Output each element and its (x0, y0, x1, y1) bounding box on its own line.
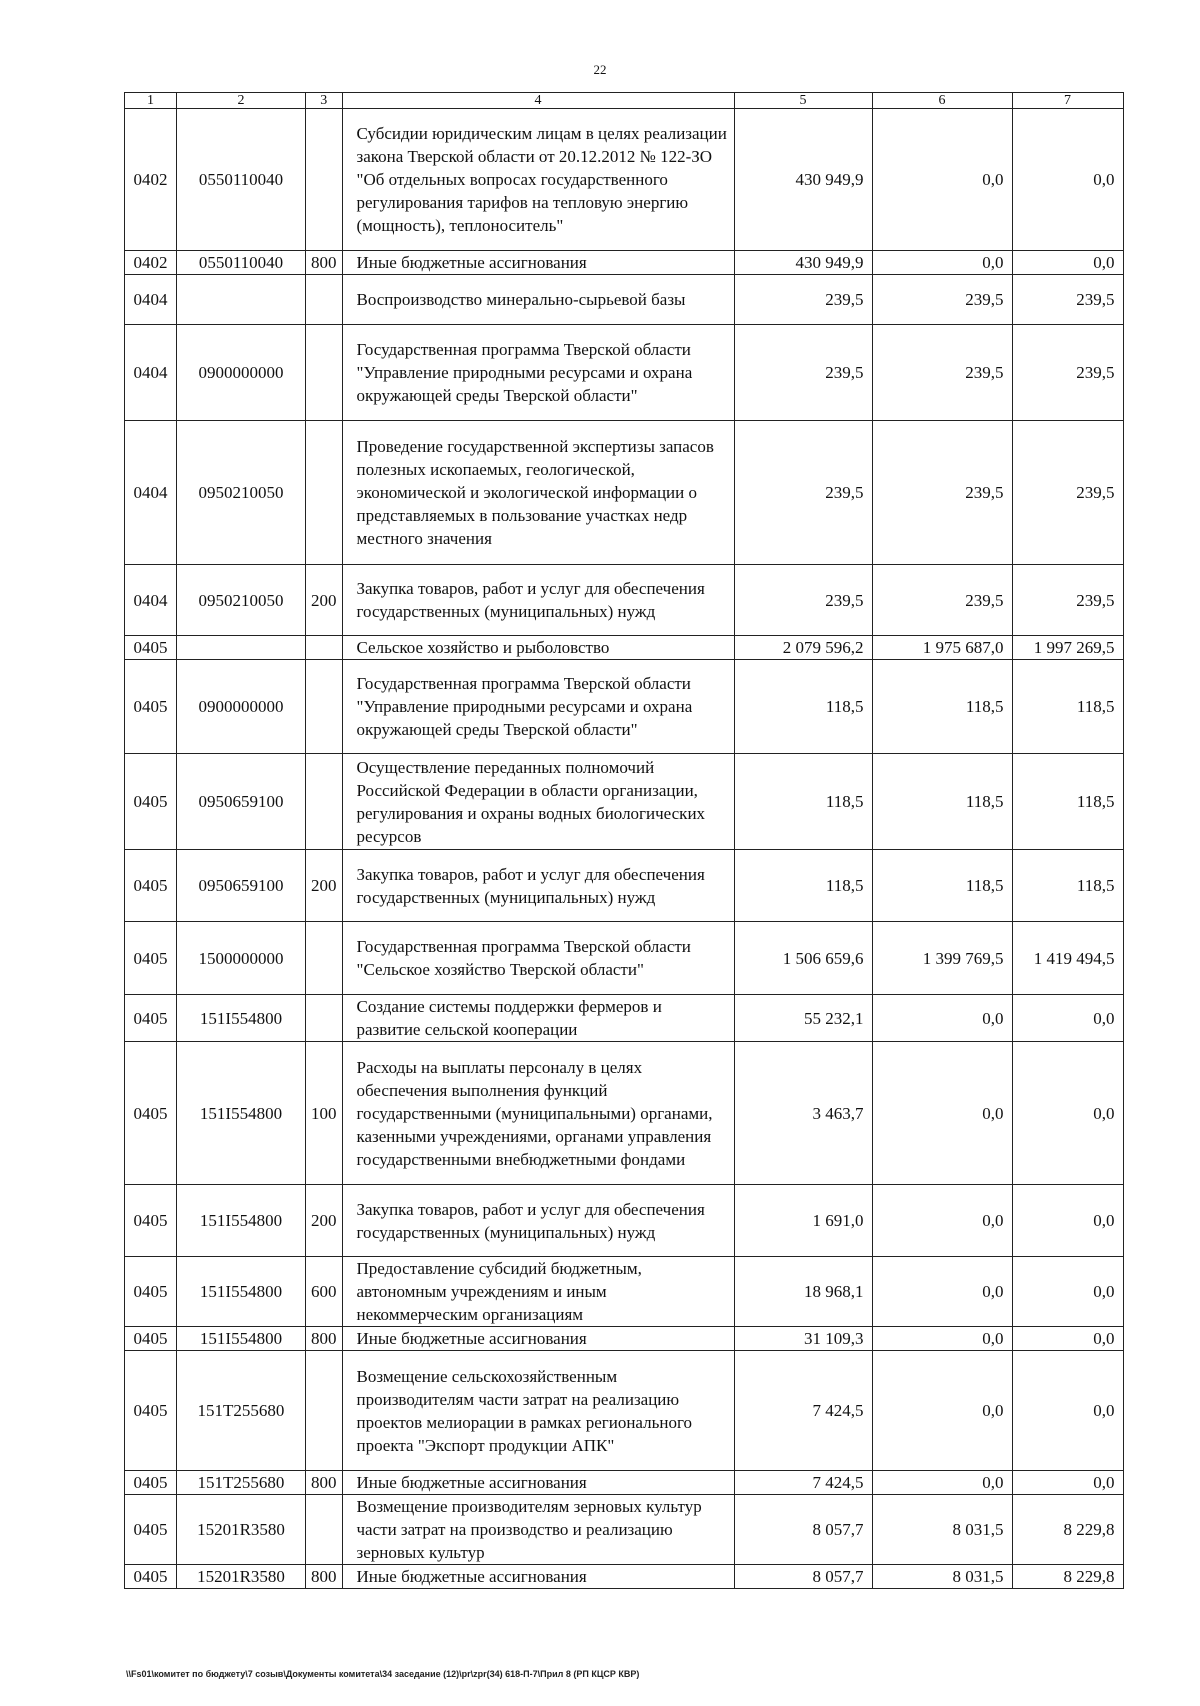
amount-col6: 1 399 769,5 (872, 922, 1012, 995)
amount-col6: 8 031,5 (872, 1495, 1012, 1565)
amount-col7: 8 229,8 (1012, 1565, 1123, 1589)
item-name: Предоставление субсидий бюджетным, автономным учреждениям и иным некоммерческим организациям (342, 1257, 734, 1327)
amount-col6: 0,0 (872, 251, 1012, 275)
table-row (125, 275, 1124, 325)
expense-type-code (306, 660, 343, 754)
table-row (125, 995, 1124, 1042)
table-row (125, 660, 1124, 754)
col-header: 7 (1012, 93, 1123, 109)
amount-col7: 118,5 (1012, 850, 1123, 922)
section-code: 0405 (125, 660, 177, 754)
table-row (125, 109, 1124, 251)
table-row (125, 565, 1124, 636)
section-code: 0405 (125, 1565, 177, 1589)
amount-col7: 1 997 269,5 (1012, 636, 1123, 660)
target-article-code: 151I554800 (177, 1257, 306, 1327)
target-article-code: 151T255680 (177, 1351, 306, 1471)
amount-col5: 239,5 (734, 325, 872, 421)
section-code: 0405 (125, 1327, 177, 1351)
col-header: 2 (177, 93, 306, 109)
expense-type-code (306, 1351, 343, 1471)
expense-type-code (306, 109, 343, 251)
section-code: 0405 (125, 995, 177, 1042)
amount-col5: 18 968,1 (734, 1257, 872, 1327)
header-row (125, 93, 1124, 109)
item-name: Закупка товаров, работ и услуг для обеспечения государственных (муниципальных) нужд (342, 850, 734, 922)
amount-col7: 8 229,8 (1012, 1495, 1123, 1565)
item-name: Расходы на выплаты персоналу в целях обеспечения выполнения функций государственными (муниципальными) органами, казенными учреждениями, органами управления государственными внебюджетными фондами (342, 1042, 734, 1185)
item-name: Возмещение сельскохозяйственным производителям части затрат на реализацию проектов мелиорации в рамках регионального проекта "Экспорт продукции АПК" (342, 1351, 734, 1471)
amount-col7: 0,0 (1012, 1042, 1123, 1185)
amount-col5: 8 057,7 (734, 1495, 872, 1565)
target-article-code: 0950210050 (177, 421, 306, 565)
amount-col6: 239,5 (872, 421, 1012, 565)
item-name: Проведение государственной экспертизы запасов полезных ископаемых, геологической, экономической и экологической информации о представляемых в пользование участках недр местного значения (342, 421, 734, 565)
amount-col6: 239,5 (872, 565, 1012, 636)
section-code: 0405 (125, 1471, 177, 1495)
target-article-code: 0950659100 (177, 850, 306, 922)
amount-col7: 0,0 (1012, 1351, 1123, 1471)
section-code: 0405 (125, 850, 177, 922)
target-article-code: 0550110040 (177, 251, 306, 275)
table-row (125, 1471, 1124, 1495)
amount-col6: 239,5 (872, 275, 1012, 325)
section-code: 0405 (125, 754, 177, 850)
table-row (125, 1565, 1124, 1589)
amount-col5: 3 463,7 (734, 1042, 872, 1185)
target-article-code: 0900000000 (177, 325, 306, 421)
expense-type-code: 600 (306, 1257, 343, 1327)
section-code: 0405 (125, 922, 177, 995)
amount-col6: 1 975 687,0 (872, 636, 1012, 660)
amount-col5: 8 057,7 (734, 1565, 872, 1589)
col-header: 3 (306, 93, 343, 109)
target-article-code (177, 275, 306, 325)
amount-col6: 0,0 (872, 1042, 1012, 1185)
target-article-code: 1500000000 (177, 922, 306, 995)
amount-col7: 239,5 (1012, 325, 1123, 421)
section-code: 0404 (125, 565, 177, 636)
expense-type-code (306, 922, 343, 995)
expense-type-code: 800 (306, 1565, 343, 1589)
amount-col5: 430 949,9 (734, 109, 872, 251)
amount-col6: 0,0 (872, 109, 1012, 251)
expense-type-code (306, 754, 343, 850)
amount-col5: 118,5 (734, 660, 872, 754)
target-article-code: 0550110040 (177, 109, 306, 251)
amount-col7: 1 419 494,5 (1012, 922, 1123, 995)
table-row (125, 1327, 1124, 1351)
table-row (125, 850, 1124, 922)
expense-type-code: 800 (306, 251, 343, 275)
table-row (125, 1185, 1124, 1257)
amount-col5: 55 232,1 (734, 995, 872, 1042)
amount-col5: 118,5 (734, 850, 872, 922)
item-name: Государственная программа Тверской области "Управление природными ресурсами и охрана окружающей среды Тверской области" (342, 660, 734, 754)
amount-col5: 1 691,0 (734, 1185, 872, 1257)
amount-col6: 118,5 (872, 754, 1012, 850)
expense-type-code (306, 1495, 343, 1565)
amount-col6: 0,0 (872, 995, 1012, 1042)
expense-type-code (306, 636, 343, 660)
amount-col7: 118,5 (1012, 754, 1123, 850)
item-name: Субсидии юридическим лицам в целях реализации закона Тверской области от 20.12.2012 № 122-ЗО "Об отдельных вопросах государственного регулирования тарифов на тепловую энергию (мощность), теплоноситель" (342, 109, 734, 251)
amount-col5: 2 079 596,2 (734, 636, 872, 660)
item-name: Государственная программа Тверской области "Сельское хозяйство Тверской области" (342, 922, 734, 995)
page-number: 22 (593, 62, 607, 77)
amount-col7: 0,0 (1012, 251, 1123, 275)
amount-col6: 0,0 (872, 1351, 1012, 1471)
expense-type-code: 200 (306, 565, 343, 636)
item-name: Сельское хозяйство и рыболовство (342, 636, 734, 660)
section-code: 0405 (125, 636, 177, 660)
target-article-code: 15201R3580 (177, 1495, 306, 1565)
amount-col7: 239,5 (1012, 275, 1123, 325)
section-code: 0405 (125, 1351, 177, 1471)
amount-col7: 239,5 (1012, 565, 1123, 636)
expense-type-code (306, 421, 343, 565)
amount-col5: 239,5 (734, 275, 872, 325)
expense-type-code: 800 (306, 1471, 343, 1495)
item-name: Иные бюджетные ассигнования (342, 251, 734, 275)
amount-col6: 0,0 (872, 1471, 1012, 1495)
table-row (125, 1042, 1124, 1185)
amount-col7: 0,0 (1012, 995, 1123, 1042)
target-article-code: 151I554800 (177, 1185, 306, 1257)
item-name: Государственная программа Тверской области "Управление природными ресурсами и охрана окружающей среды Тверской области" (342, 325, 734, 421)
item-name: Иные бюджетные ассигнования (342, 1565, 734, 1589)
table-row (125, 922, 1124, 995)
item-name: Закупка товаров, работ и услуг для обеспечения государственных (муниципальных) нужд (342, 565, 734, 636)
section-code: 0404 (125, 421, 177, 565)
item-name: Воспроизводство минерально-сырьевой базы (342, 275, 734, 325)
item-name: Иные бюджетные ассигнования (342, 1471, 734, 1495)
target-article-code: 0950659100 (177, 754, 306, 850)
amount-col7: 0,0 (1012, 1471, 1123, 1495)
amount-col7: 0,0 (1012, 109, 1123, 251)
amount-col6: 8 031,5 (872, 1565, 1012, 1589)
amount-col6: 0,0 (872, 1185, 1012, 1257)
table-row (125, 1495, 1124, 1565)
amount-col5: 1 506 659,6 (734, 922, 872, 995)
amount-col6: 118,5 (872, 850, 1012, 922)
table-row (125, 421, 1124, 565)
table-row (125, 636, 1124, 660)
expense-type-code: 200 (306, 850, 343, 922)
col-header: 5 (734, 93, 872, 109)
amount-col7: 239,5 (1012, 421, 1123, 565)
amount-col6: 118,5 (872, 660, 1012, 754)
amount-col5: 239,5 (734, 565, 872, 636)
section-code: 0404 (125, 275, 177, 325)
item-name: Иные бюджетные ассигнования (342, 1327, 734, 1351)
target-article-code: 0900000000 (177, 660, 306, 754)
item-name: Создание системы поддержки фермеров и развитие сельской кооперации (342, 995, 734, 1042)
item-name: Осуществление переданных полномочий Российской Федерации в области организации, регулирования и охраны водных биологических ресурсов (342, 754, 734, 850)
target-article-code: 151I554800 (177, 1042, 306, 1185)
section-code: 0402 (125, 109, 177, 251)
amount-col5: 239,5 (734, 421, 872, 565)
section-code: 0405 (125, 1495, 177, 1565)
table-row (125, 251, 1124, 275)
item-name: Возмещение производителям зерновых культур части затрат на производство и реализацию зерновых культур (342, 1495, 734, 1565)
expense-type-code (306, 995, 343, 1042)
section-code: 0402 (125, 251, 177, 275)
col-header: 6 (872, 93, 1012, 109)
target-article-code: 151I554800 (177, 995, 306, 1042)
amount-col5: 7 424,5 (734, 1471, 872, 1495)
amount-col5: 31 109,3 (734, 1327, 872, 1351)
amount-col6: 0,0 (872, 1257, 1012, 1327)
expense-type-code: 200 (306, 1185, 343, 1257)
amount-col6: 239,5 (872, 325, 1012, 421)
amount-col7: 118,5 (1012, 660, 1123, 754)
footer-file-path: \\Fs01\комитет по бюджету\7 созыв\Документы комитета\34 заседание (12)\pr\zpr(34) 618-П-7\Прил 8 (РП КЦСР КВР) (126, 1669, 640, 1679)
amount-col7: 0,0 (1012, 1185, 1123, 1257)
section-code: 0405 (125, 1185, 177, 1257)
col-header: 1 (125, 93, 177, 109)
section-code: 0404 (125, 325, 177, 421)
item-name: Закупка товаров, работ и услуг для обеспечения государственных (муниципальных) нужд (342, 1185, 734, 1257)
amount-col5: 7 424,5 (734, 1351, 872, 1471)
target-article-code: 151I554800 (177, 1327, 306, 1351)
amount-col5: 118,5 (734, 754, 872, 850)
amount-col6: 0,0 (872, 1327, 1012, 1351)
col-header: 4 (342, 93, 734, 109)
section-code: 0405 (125, 1257, 177, 1327)
expense-type-code: 800 (306, 1327, 343, 1351)
section-code: 0405 (125, 1042, 177, 1185)
target-article-code: 0950210050 (177, 565, 306, 636)
expense-type-code (306, 275, 343, 325)
amount-col7: 0,0 (1012, 1327, 1123, 1351)
table-row (125, 325, 1124, 421)
expense-type-code: 100 (306, 1042, 343, 1185)
amount-col5: 430 949,9 (734, 251, 872, 275)
target-article-code: 151T255680 (177, 1471, 306, 1495)
amount-col7: 0,0 (1012, 1257, 1123, 1327)
budget-table (124, 92, 1124, 1589)
target-article-code (177, 636, 306, 660)
target-article-code: 15201R3580 (177, 1565, 306, 1589)
table-row (125, 1257, 1124, 1327)
table-row (125, 754, 1124, 850)
table-row (125, 1351, 1124, 1471)
expense-type-code (306, 325, 343, 421)
